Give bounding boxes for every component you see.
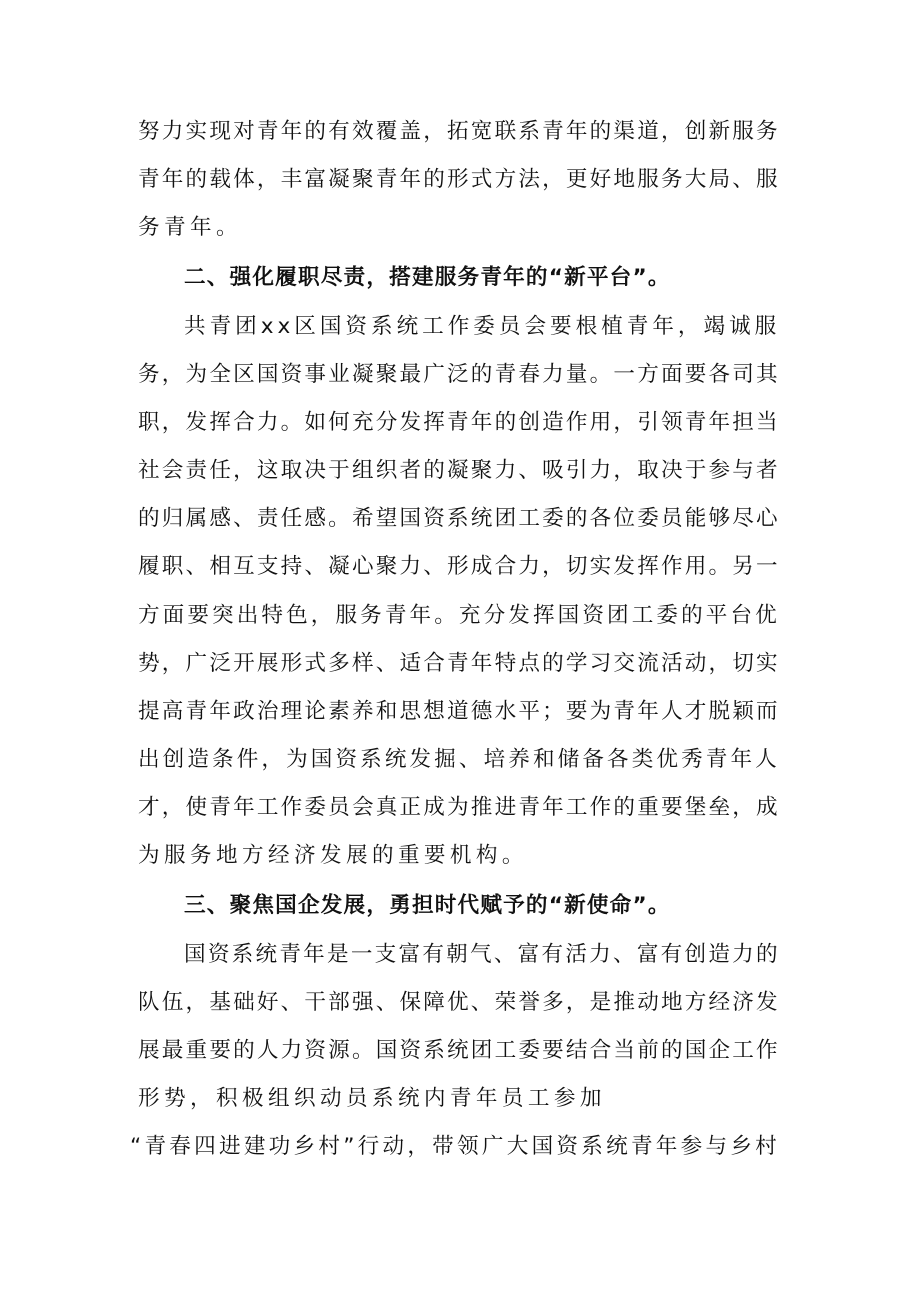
text-line: 队伍，基础好、干部强、保障优、荣誉多，是推动地方经济发 xyxy=(138,990,780,1015)
text-line: 势，广泛开展形式多样、适合青年特点的学习交流活动，切实 xyxy=(138,651,780,676)
text-line: 努力实现对青年的有效覆盖，拓宽联系青年的渠道，创新服务 xyxy=(138,119,780,144)
text-line: 为服务地方经济发展的重要机构。 xyxy=(138,843,528,868)
text-line: 形势，积极组织动员系统内青年员工参加 xyxy=(138,1086,606,1111)
text-line: 履职、相互支持、凝心聚力、形成合力，切实发挥作用。另一 xyxy=(138,554,780,579)
text-line: 展最重要的人力资源。国资系统团工委要结合当前的国企工作 xyxy=(138,1038,780,1063)
text-line: “青春四进建功乡村”行动，带领广大国资系统青年参与乡村 xyxy=(130,1134,781,1159)
text-line: 出创造条件，为国资系统发掘、培养和储备各类优秀青年人 xyxy=(138,747,780,772)
text-line: 方面要突出特色，服务青年。充分发挥国资团工委的平台优 xyxy=(138,603,780,628)
text-line: 的归属感、责任感。希望国资系统团工委的各位委员能够尽心 xyxy=(138,506,780,531)
text-line: 才，使青年工作委员会真正成为推进青年工作的重要堡垒，成 xyxy=(138,795,780,820)
section-heading-2: 二、强化履职尽责，搭建服务青年的“新平台”。 xyxy=(184,265,671,290)
text-line: 务，为全区国资事业凝聚最广泛的青春力量。一方面要各司其 xyxy=(138,362,780,387)
text-line: 务青年。 xyxy=(138,215,242,240)
section-heading-3: 三、聚焦国企发展，勇担时代赋予的“新使命”。 xyxy=(184,893,671,918)
text-line: 社会责任，这取决于组织者的凝聚力、吸引力，取决于参与者 xyxy=(138,458,780,483)
text-line: 青年的载体，丰富凝聚青年的形式方法，更好地服务大局、服 xyxy=(138,167,780,192)
text-line: 共青团xx区国资系统工作委员会要根植青年，竭诚服 xyxy=(184,314,781,339)
text-line: 提高青年政治理论素养和思想道德水平；要为青年人才脱颖而 xyxy=(138,699,780,724)
text-line: 国资系统青年是一支富有朝气、富有活力、富有创造力的 xyxy=(184,942,780,967)
text-line: 职，发挥合力。如何充分发挥青年的创造作用，引领青年担当 xyxy=(138,410,780,435)
